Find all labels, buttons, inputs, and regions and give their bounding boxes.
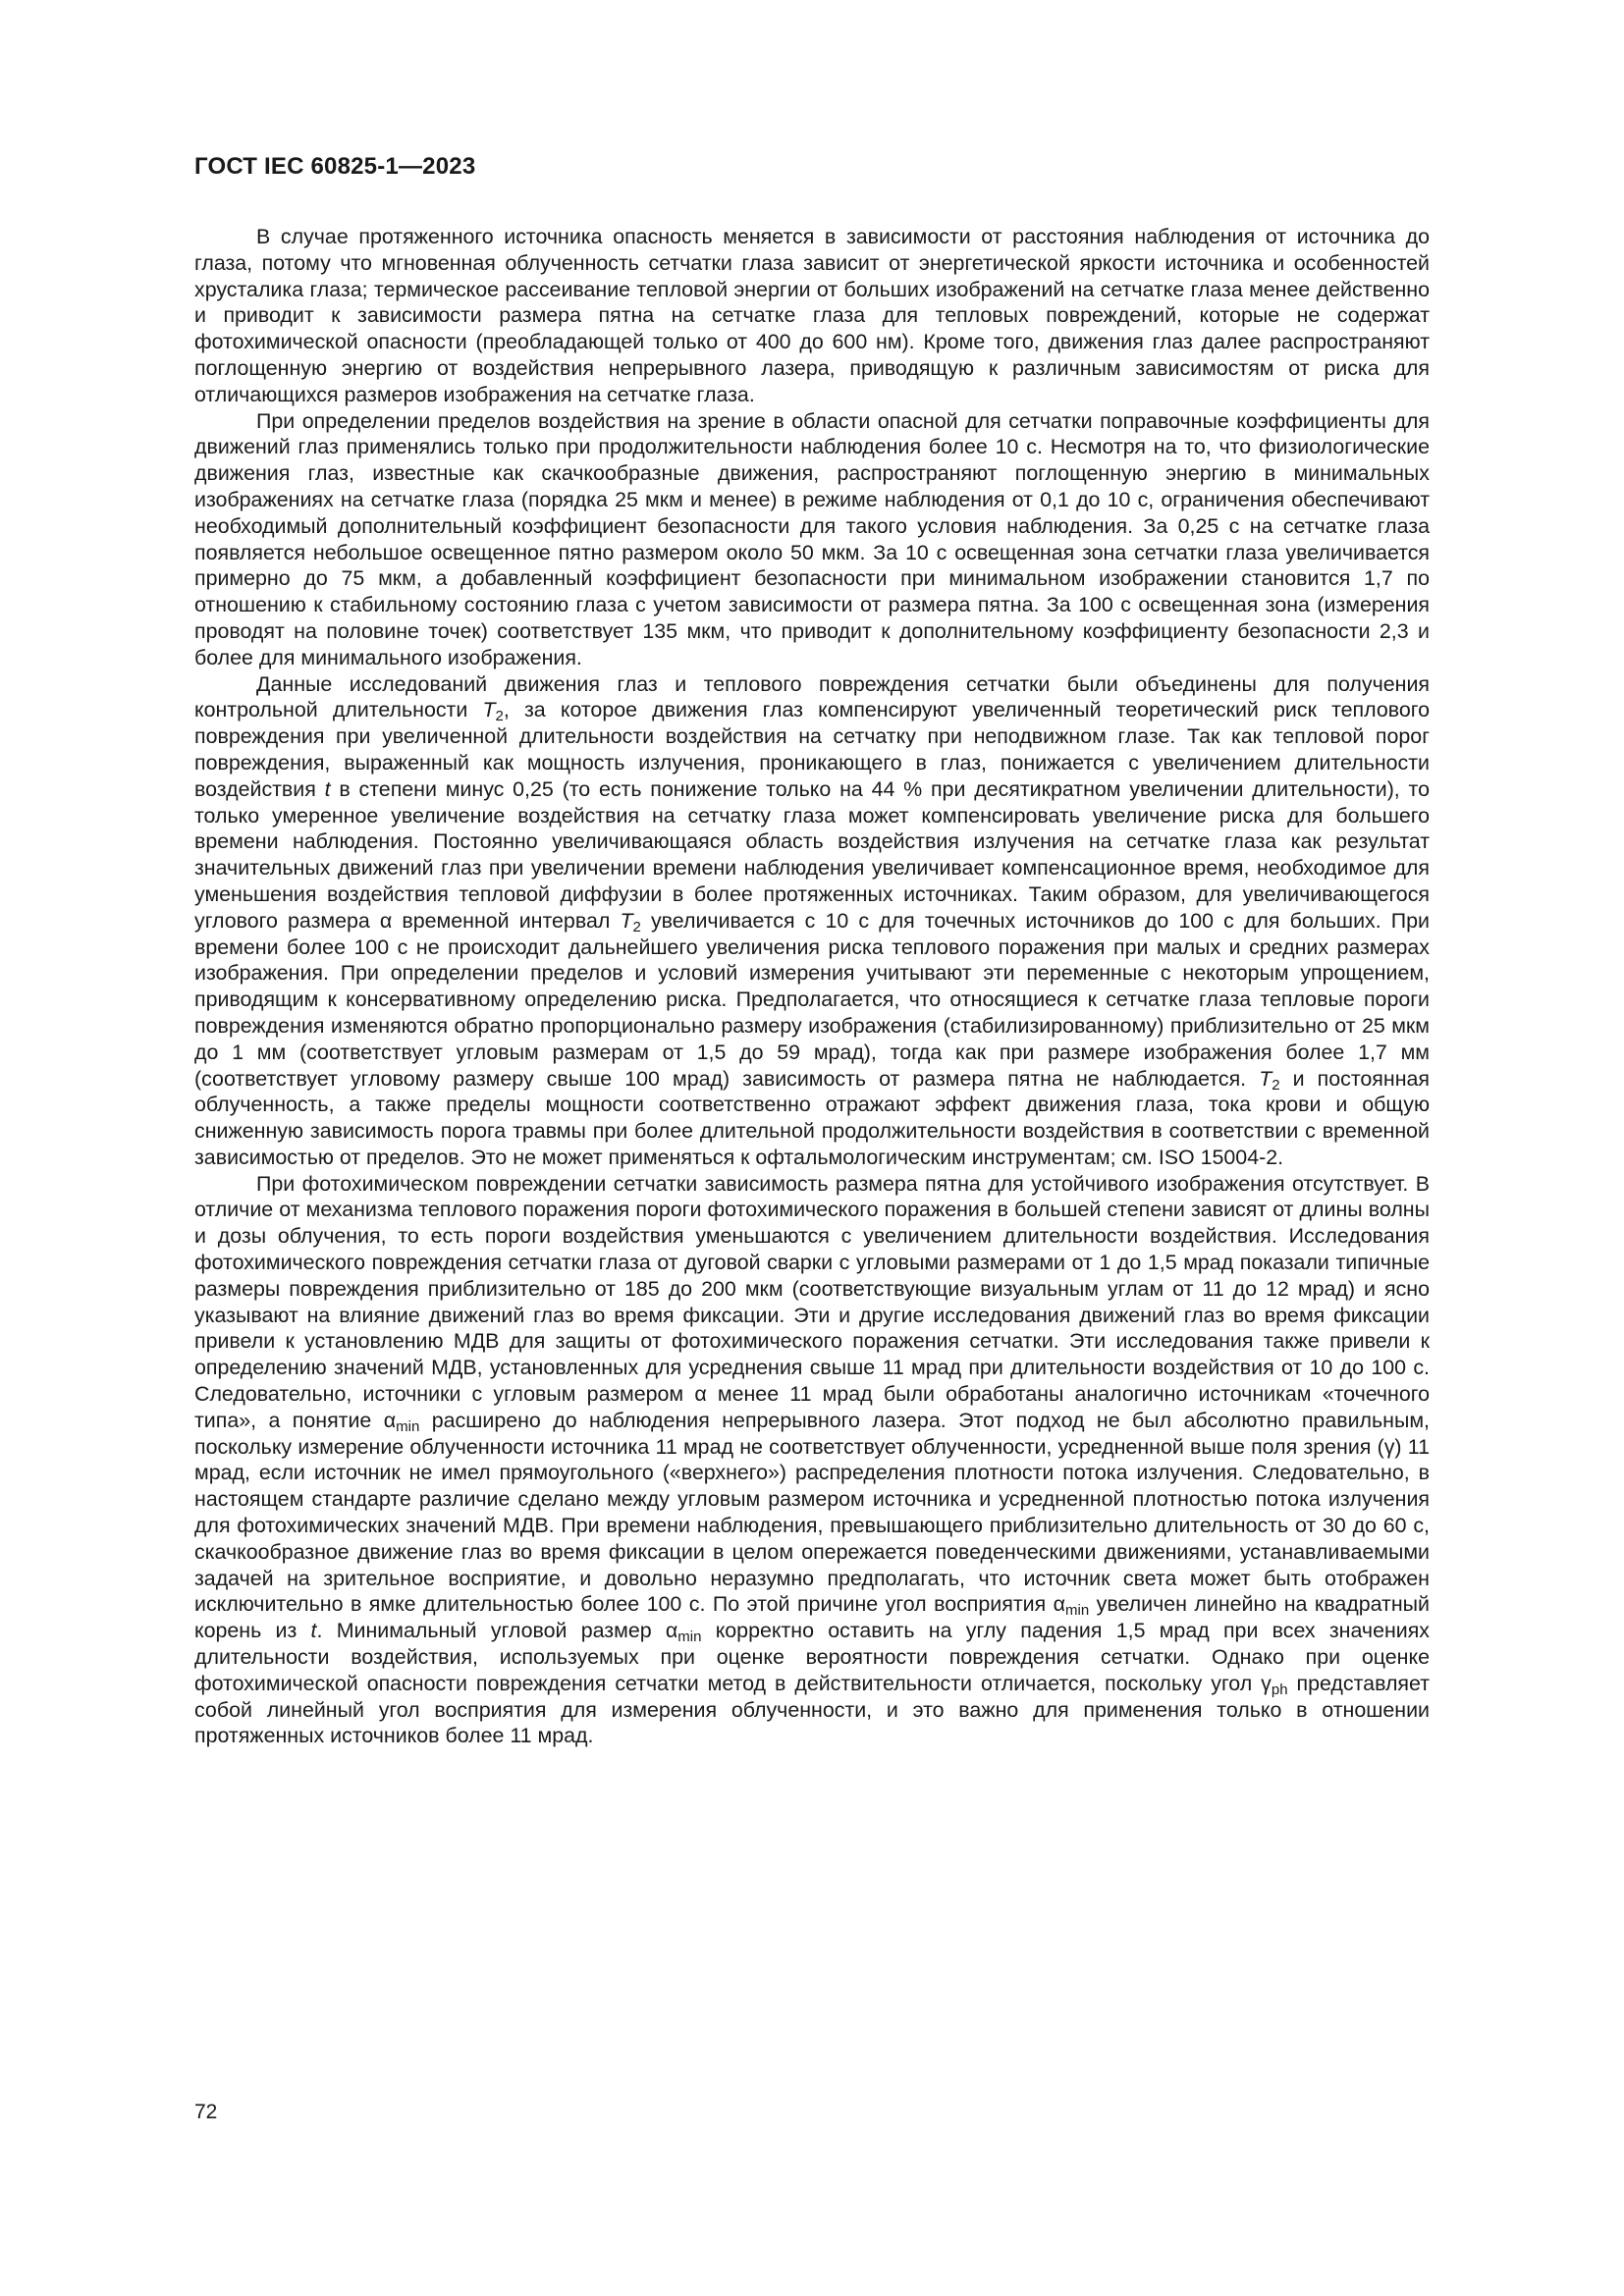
italic-symbol: T bbox=[620, 908, 633, 933]
paragraph-1 bbox=[194, 224, 1430, 408]
text-run: Данные исследований движения глаз и теплового повреждения сетчатки были объединены для получения контрольной длительности bbox=[194, 671, 1430, 722]
subscript: min bbox=[677, 1629, 702, 1646]
text-run: корректно оставить на углу падения 1,5 мрад при всех значениях длительности воздействия, используемых при оценке вероятности повреждения сетчатки. Однако при оценке фотохимической опасности повреждения сетчатки метод в действительности отличается, поскольку угол γ bbox=[194, 1619, 1431, 1695]
text-run: При фотохимическом повреждении сетчатки зависимость размера пятна для устойчивого изображения отсутствует. В отличие от механизма теплового поражения пороги фотохимического поражения в большей степени зависят от длины волны и дозы облучения, то есть пороги воздействия уменьшаются с увеличением длительности воздействия. Исследования фотохимического повреждения сетчатки глаза от дуговой сварки с угловыми размерами от 1 до 1,5 мрад показали типичные размеры повреждения приблизительно от 185 до 200 мкм (соответствующие визуальным углам от 11 до 12 мрад) и ясно указывают на влияние движений глаз во время фиксации. Эти и другие исследования движений глаз во время фиксации привели к установлению МДВ для защиты от фотохимического поражения сетчатки. Эти исследования также привели к определению значений МДВ, установленных для усреднения свыше 11 мрад при длительности воздействия от 10 до 100 с. Следовательно, источники с угловым размером α менее 11 мрад были обработаны аналогично источникам «точечного типа», а понятие α bbox=[194, 1171, 1430, 1432]
italic-symbol: T bbox=[482, 698, 496, 722]
italic-symbol: T bbox=[1259, 1066, 1272, 1091]
text-run: В случае протяженного источника опасность меняется в зависимости от расстояния наблюдения от источника до глаза, потому что мгновенная облученность сетчатки глаза зависит от энергетической яркости источника и особенностей хрусталика глаза; термическое рассеивание тепловой энергии от больших изображений на сетчатке глаза менее действенно и приводит к зависимости размера пятна на сетчатке глаза для тепловых повреждений, которые не содержат фотохимической опасности (преобладающей только от 400 до 600 нм). Кроме того, движения глаз далее распространяют поглощенную энергию от воздействия непрерывного лазера, приводящую к различным зависимостям от риска для отличающихся размеров изображения на сетчатке глаза. bbox=[194, 225, 1430, 406]
italic-symbol: t bbox=[324, 776, 331, 801]
text-run: увеличен линейно на квадратный корень из bbox=[194, 1592, 1430, 1643]
subscript: 2 bbox=[495, 708, 504, 725]
paragraph-4 bbox=[194, 1171, 1430, 1750]
subscript: min bbox=[396, 1417, 420, 1435]
text-run: расширено до наблюдения непрерывного лазера. Этот подход не был абсолютно правильным, поскольку измерение облученности источника 11 мрад не соответствует облученности, усредненной выше поля зрения (γ) 11 мрад, если источник не имел прямоугольного («верхнего») распределения плотности потока излучения. Следовательно, в настоящем стандарте различие сделано между угловым размером источника и усредненной плотностью потока излучения для фотохимических значений МДВ. При времени наблюдения, превышающего приблизительно длительность от 30 до 60 с, скачкообразное движение глаз во время фиксации в целом опережается поведенческими движениями, устанавливаемыми задачей на зрительное восприятие, и довольно неразумно предполагать, что источник света может быть отображен исключительно в ямке длительностью более 100 с. По этой причине угол восприятия α bbox=[194, 1408, 1430, 1617]
paragraph-2 bbox=[194, 408, 1430, 671]
page-number: 72 bbox=[194, 2101, 218, 2123]
subscript: min bbox=[1065, 1602, 1090, 1620]
text-run: и постоянная облученность, а также пределы мощности соответственно отражают эффект движения глаза, тока крови и общую сниженную зависимость порога травмы при более длительной продолжительности воздействия в соответствии с временной зависимостью от пределов. Это не может применяться к офтальмологическим инструментам; см. ISO 15004-2. bbox=[194, 1066, 1430, 1169]
document-header: ГОСТ IEC 60825-1—2023 bbox=[194, 153, 476, 180]
paragraph-3 bbox=[194, 671, 1430, 1171]
subscript: ph bbox=[1271, 1681, 1288, 1698]
text-run: увеличивается с 10 с для точечных источников до 100 с для больших. При времени более 100 с не происходит дальнейшего увеличения риска теплового поражения при малых и средних размерах изображения. При определении пределов и условий измерения учитывают эти переменные с некоторым упрощением, приводящим к консервативному определению риска. Предполагается, что относящиеся к сетчатке глаза тепловые пороги повреждения изменяются обратно пропорционально размеру изображения (стабилизированному) приблизительно от 25 мкм до 1 мм (соответствует угловым размерам от 1,5 до 59 мрад), тогда как при размере изображения более 1,7 мм (соответствует угловому размеру свыше 100 мрад) зависимость от размера пятна не наблюдается. bbox=[194, 908, 1431, 1091]
text-run: , за которое движения глаз компенсируют увеличенный теоретический риск теплового повреждения при увеличенной длительности воздействия на сетчатку при неподвижном глазе. Так как тепловой порог повреждения, выраженный как мощность излучения, проникающего в глаз, понижается с увеличением длительности воздействия bbox=[194, 698, 1430, 801]
text-run: представляет собой линейный угол восприятия для измерения облученности, и это важно для применения только в отношении протяженных источников более 11 мрад. bbox=[194, 1671, 1430, 1748]
italic-symbol: t bbox=[310, 1619, 317, 1643]
text-run: При определении пределов воздействия на зрение в области опасной для сетчатки поправочные коэффициенты для движений глаз применялись только при продолжительности наблюдения более 10 с. Несмотря на то, что физиологические движения глаз, известные как скачкообразные движения, распространяют поглощенную энергию в минимальных изображениях на сетчатке глаза (порядка 25 мкм и менее) в режиме наблюдения от 0,1 до 10 с, ограничения обеспечивают необходимый дополнительный коэффициент безопасности для такого условия наблюдения. За 0,25 с на сетчатке глаза появляется небольшое освещенное пятно размером около 50 мкм. За 10 с освещенная зона сетчатки глаза увеличивается примерно до 75 мкм, а добавленный коэффициент безопасности при минимальном изображении становится 1,7 по отношению к стабильному состоянию глаза с учетом зависимости от размера пятна. За 100 с освещенная зона (измерения проводят на половине точек) соответствует 135 мкм, что приводит к дополнительному коэффициенту безопасности 2,3 и более для минимального изображения. bbox=[194, 408, 1430, 669]
text-run: . Минимальный угловой размер α bbox=[316, 1619, 678, 1643]
text-run: в степени минус 0,25 (то есть понижение только на 44 % при десятикратном увеличении длительности), то только умеренное увеличение воздействия на сетчатку глаза может компенсировать увеличение риска для большего времени наблюдения. Постоянно увеличивающаяся область воздействия излучения на сетчатке глаза как результат значительных движений глаз при увеличении времени наблюдения увеличивает компенсационное время, необходимое для уменьшения воздействия тепловой диффузии в более протяженных источниках. Таким образом, для увеличивающегося углового размера α временной интервал bbox=[194, 776, 1431, 933]
subscript: 2 bbox=[632, 918, 641, 935]
document-body bbox=[194, 224, 1430, 1749]
subscript: 2 bbox=[1272, 1076, 1280, 1094]
